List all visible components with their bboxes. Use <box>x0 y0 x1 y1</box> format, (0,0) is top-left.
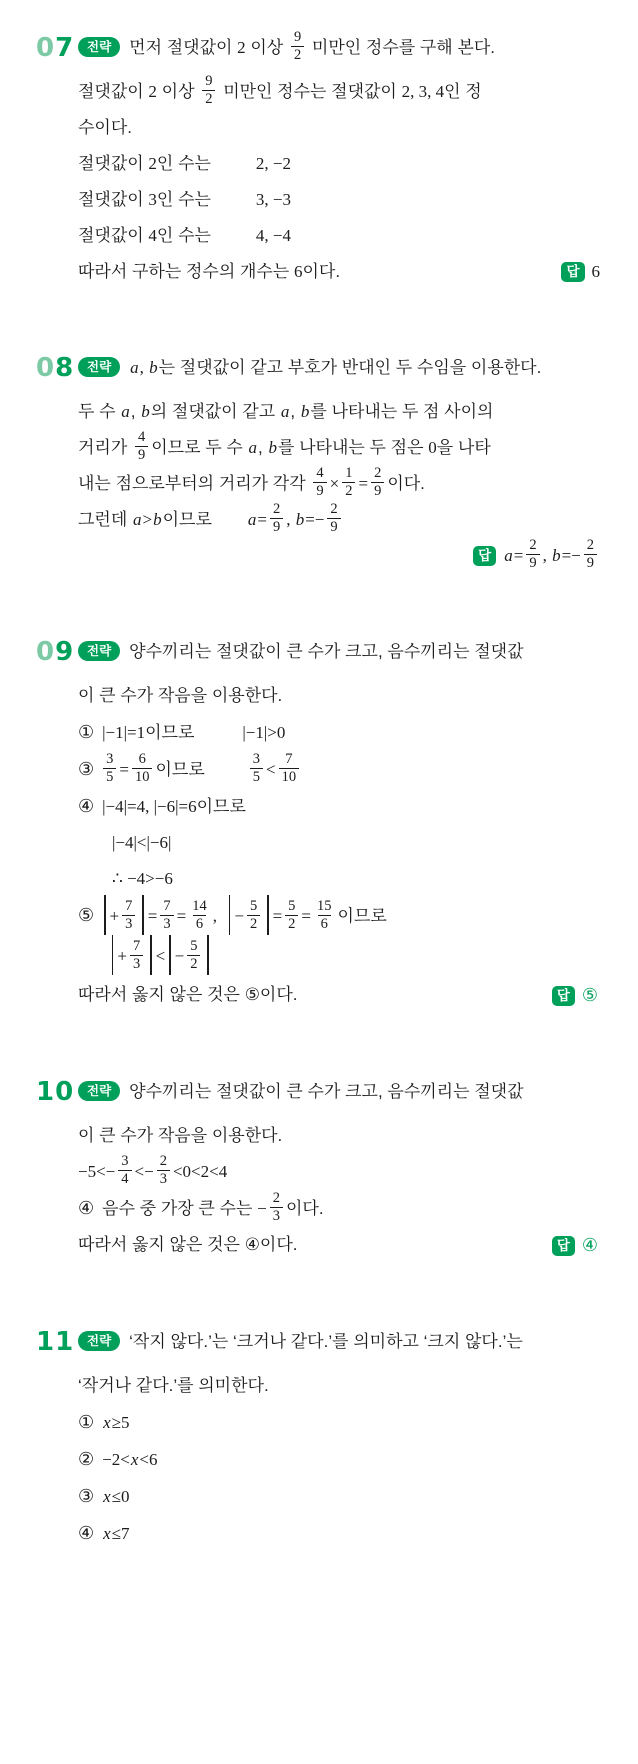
fraction-numerator: 2 <box>272 501 281 518</box>
solution-line <box>78 430 600 466</box>
math-text: − <box>174 946 185 966</box>
fraction-denominator: 3 <box>157 1170 170 1188</box>
fraction <box>247 898 260 932</box>
solution-line <box>78 825 600 861</box>
math-variable: b <box>141 402 150 421</box>
fraction <box>371 465 384 499</box>
answer-choice-number: ⑤ <box>581 985 598 1005</box>
absolute-value-bar <box>150 935 151 975</box>
fraction-denominator: 2 <box>291 46 304 64</box>
math-text: |−4|<|−6| <box>112 833 172 852</box>
solution-line <box>78 350 600 386</box>
problem-content <box>78 30 600 290</box>
fraction-denominator: 2 <box>247 915 260 933</box>
fraction-denominator: 9 <box>584 554 597 572</box>
math-text: ≤0 <box>111 1487 130 1506</box>
problem-09 <box>36 634 600 1014</box>
body-text: , <box>290 402 300 421</box>
fraction <box>279 751 300 785</box>
body-text: 이므로 <box>155 760 205 779</box>
absolute-value-bar <box>169 935 170 975</box>
fraction-numerator: 4 <box>316 465 324 482</box>
fraction-denominator: 2 <box>285 915 298 933</box>
fraction-denominator: 2 <box>342 482 355 500</box>
body-text: 를 나타내는 두 점은 <box>277 438 429 457</box>
body-text: 절댓값이 <box>78 154 149 173</box>
problem-number-digit: 1 <box>55 1327 75 1357</box>
math-text: 3 <box>148 190 157 209</box>
math-text: 2, 3, 4 <box>401 82 445 101</box>
problem-number-digit: 9 <box>55 637 75 667</box>
absolute-value-bar <box>104 895 105 935</box>
body-text: 그런데 <box>78 510 132 529</box>
fraction-numerator: 1 <box>345 465 353 482</box>
choice-number: ④ <box>78 1523 95 1543</box>
problem-08 <box>36 350 600 574</box>
solution-line <box>78 30 600 66</box>
answer-group <box>473 538 600 574</box>
solution-line <box>78 1441 600 1478</box>
body-text: 의 절댓값이 같고 <box>150 402 280 421</box>
math-text: −5<− <box>78 1162 116 1181</box>
solution-line <box>78 146 600 182</box>
math-variable: b <box>153 510 162 529</box>
body-text: 이다. <box>285 1199 324 1218</box>
fraction-denominator: 3 <box>270 1207 283 1225</box>
math-text: 0 <box>428 438 437 457</box>
problem-number <box>36 351 74 385</box>
body-text: 이므로 <box>196 797 246 816</box>
math-text: <− <box>134 1162 154 1181</box>
answer-group <box>552 977 600 1014</box>
solution-line <box>78 1324 600 1360</box>
math-variable: a <box>280 402 290 421</box>
problem-number-digit: 8 <box>55 353 75 383</box>
solution-line <box>78 751 600 788</box>
fraction-denominator: 4 <box>118 1170 131 1188</box>
body-text: 절댓값이 <box>78 82 149 101</box>
solution-line <box>78 74 600 110</box>
math-text: ≤7 <box>111 1524 130 1543</box>
solution-line <box>78 1368 600 1404</box>
answer-choice-number: ④ <box>581 1235 598 1255</box>
answer-group <box>552 1227 600 1264</box>
problem-content <box>78 350 600 574</box>
fraction <box>118 1153 131 1187</box>
body-text: 따라서 옳지 않은 것은 ⑤이다. <box>78 985 298 1004</box>
math-text: ∴ −4>−6 <box>112 869 173 888</box>
body-text: 양수끼리는 절댓값이 큰 수가 크고, 음수끼리는 절댓값 <box>129 1082 524 1101</box>
math-text: 2 <box>148 82 157 101</box>
problem-number-digit: 0 <box>55 1077 75 1107</box>
strategy-badge: 전략 <box>78 357 120 377</box>
math-text: = <box>358 474 369 493</box>
solution-line <box>78 1515 600 1552</box>
fraction-numerator: 7 <box>285 751 293 768</box>
fraction-denominator: 3 <box>130 955 143 973</box>
body-text: 미만인 정수를 구해 본다. <box>307 38 496 57</box>
fraction <box>584 537 597 571</box>
fraction-numerator: 7 <box>132 937 141 954</box>
fraction-denominator: 2 <box>187 955 200 973</box>
problem-number-digit: 0 <box>36 33 56 63</box>
fraction-denominator: 2 <box>202 90 215 108</box>
problem-number-digit: 7 <box>55 33 75 63</box>
choice-number: ④ <box>78 796 95 816</box>
body-text: 이상 <box>156 82 200 101</box>
math-text: ≥5 <box>111 1413 130 1432</box>
math-text: 2, −2 <box>255 154 292 173</box>
math-text: = <box>147 906 158 926</box>
fraction-numerator: 2 <box>586 537 594 554</box>
fraction-denominator: 6 <box>193 915 206 933</box>
fraction-denominator: 3 <box>160 915 173 933</box>
choice-number: ⑤ <box>78 905 95 926</box>
strategy-badge: 전략 <box>78 641 120 661</box>
body-text: 을 나타 <box>436 438 491 457</box>
fraction-numerator: 3 <box>252 751 261 768</box>
choice-number: ① <box>78 1412 95 1432</box>
solution-line <box>78 538 600 574</box>
math-text: |−1|>0 <box>242 723 286 742</box>
body-text: 따라서 옳지 않은 것은 ④이다. <box>78 1235 298 1254</box>
math-text: |−4|=4, |−6|=6 <box>102 797 197 816</box>
math-text: × <box>329 474 340 493</box>
body-text: 절댓값이 <box>78 190 149 209</box>
math-variable: b <box>300 402 310 421</box>
math-text: + <box>109 906 120 926</box>
math-text: + <box>117 946 127 966</box>
body-text: 이므로 <box>145 723 195 742</box>
math-variable: a <box>130 358 139 377</box>
fraction <box>327 501 340 535</box>
fraction <box>187 938 200 972</box>
body-text: 인 수는 <box>156 154 211 173</box>
fraction <box>270 1190 283 1224</box>
problem-number <box>36 1075 74 1109</box>
fraction-numerator: 5 <box>190 937 198 954</box>
body-text: 이다. <box>387 474 425 493</box>
math-text: − <box>257 1199 267 1218</box>
math-text: <0<2<4 <box>172 1162 228 1181</box>
math-text: < <box>155 946 166 966</box>
fraction-numerator: 2 <box>374 465 382 482</box>
math-text: = <box>513 546 524 565</box>
fraction <box>526 537 539 571</box>
solution-line <box>78 254 600 290</box>
fraction-numerator: 6 <box>138 751 146 768</box>
solution-line <box>78 182 600 218</box>
fraction-denominator: 5 <box>103 768 116 786</box>
body-text: 이상 <box>245 38 288 57</box>
fraction-numerator: 7 <box>125 897 133 914</box>
fraction <box>202 73 215 107</box>
body-text: 거리가 <box>78 438 132 457</box>
absolute-value-bar <box>112 935 113 975</box>
problem-number-digit: 1 <box>36 1077 56 1107</box>
strategy-badge: 전략 <box>78 37 120 57</box>
strategy-badge: 전략 <box>78 1331 120 1351</box>
solution-line <box>78 1478 600 1515</box>
solution-line <box>78 788 600 825</box>
solution-line <box>78 110 600 146</box>
math-variable: x <box>103 1524 111 1543</box>
math-text: < <box>266 760 276 779</box>
body-text: 인 정 <box>444 82 482 101</box>
math-variable: x <box>103 1413 111 1432</box>
math-text: = <box>257 510 267 529</box>
math-text: = <box>301 906 312 926</box>
body-text: , <box>258 438 268 457</box>
body-text: 이 큰 수가 작음을 이용한다. <box>78 686 283 705</box>
body-text: 이다. <box>302 262 341 281</box>
fraction <box>314 898 335 932</box>
math-variable: x <box>103 1487 111 1506</box>
fraction <box>132 751 153 785</box>
math-text: |−1|=1 <box>102 723 146 742</box>
answer-badge: 답 <box>561 262 584 282</box>
math-text: =− <box>305 510 325 529</box>
math-variable: a <box>504 546 513 565</box>
fraction-denominator: 9 <box>135 446 148 464</box>
fraction-numerator: 9 <box>205 73 213 90</box>
math-text: 2 <box>237 38 246 57</box>
math-variable: x <box>130 1450 139 1469</box>
fraction <box>135 429 148 463</box>
solution-line <box>78 1404 600 1441</box>
math-variable: b <box>268 438 277 457</box>
choice-number: ③ <box>78 759 95 779</box>
body-text: 를 나타내는 두 점 사이의 <box>310 402 494 421</box>
fraction-numerator: 2 <box>529 537 537 554</box>
absolute-value-bar <box>207 935 208 975</box>
fraction-denominator: 5 <box>250 768 263 786</box>
fraction-numerator: 9 <box>293 29 302 46</box>
choice-number: ④ <box>78 1198 95 1218</box>
choice-number: ② <box>78 1449 95 1469</box>
absolute-value-bar <box>267 895 268 935</box>
fraction-numerator: 2 <box>330 501 338 518</box>
solution-line <box>78 502 600 538</box>
solution-line <box>78 714 600 751</box>
body-text: 인 수는 <box>156 226 211 245</box>
fraction <box>122 898 135 932</box>
body-text: 양수끼리는 절댓값이 큰 수가 크고, 음수끼리는 절댓값 <box>129 642 524 661</box>
fraction-denominator: 9 <box>313 482 326 500</box>
math-text: , <box>212 906 217 926</box>
body-text: ‘작지 않다.’는 ‘크거나 같다.’를 의미하고 ‘크지 않다.’는 <box>129 1332 523 1351</box>
body-text: 이므로 <box>162 510 212 529</box>
answer-badge: 답 <box>552 1236 575 1256</box>
math-text: > <box>142 510 153 529</box>
solution-line <box>78 678 600 714</box>
math-text: <6 <box>139 1450 158 1469</box>
body-text: 미만인 정수는 절댓값이 <box>218 82 402 101</box>
fraction <box>270 501 283 535</box>
problem-11 <box>36 1324 600 1552</box>
body-text: 절댓값이 <box>78 226 149 245</box>
solution-line <box>78 861 600 897</box>
body-text: 내는 점으로부터의 거리가 각각 <box>78 474 311 493</box>
fraction <box>313 465 326 499</box>
fraction-numerator: 2 <box>159 1153 167 1170</box>
math-variable: b <box>295 510 305 529</box>
math-text: = <box>176 906 187 926</box>
fraction <box>103 751 116 785</box>
fraction-denominator: 9 <box>327 518 340 536</box>
fraction-numerator: 4 <box>138 429 146 446</box>
fraction-numerator: 5 <box>249 897 258 914</box>
fraction-denominator: 9 <box>270 518 283 536</box>
solution-line <box>78 937 600 977</box>
fraction-numerator: 14 <box>192 897 207 914</box>
math-text: = <box>119 760 129 779</box>
math-text: 6 <box>293 262 303 281</box>
body-text: 음수 중 가장 큰 수는 <box>102 1199 258 1218</box>
choice-number: ③ <box>78 1486 95 1506</box>
body-text: 이므로 <box>337 906 387 926</box>
solution-line <box>78 977 600 1014</box>
body-text: 이 큰 수가 작음을 이용한다. <box>78 1126 283 1145</box>
problem-list <box>36 30 600 1552</box>
absolute-value-bar <box>229 895 230 935</box>
strategy-badge: 전략 <box>78 1081 120 1101</box>
solution-line <box>78 634 600 670</box>
math-text: , <box>139 358 149 377</box>
fraction-numerator: 5 <box>288 897 296 914</box>
answer-badge: 답 <box>473 546 496 566</box>
fraction-numerator: 3 <box>106 751 114 768</box>
solution-line <box>78 1118 600 1154</box>
math-variable: a <box>133 510 142 529</box>
math-text: 4, −4 <box>255 226 292 245</box>
problem-07 <box>36 30 600 290</box>
problem-10 <box>36 1074 600 1264</box>
fraction <box>342 465 355 499</box>
problem-number-digit: 0 <box>36 353 56 383</box>
problem-content <box>78 1074 600 1264</box>
math-variable: b <box>552 546 561 565</box>
fraction-denominator: 10 <box>132 768 153 786</box>
body-text: ‘작거나 같다.’를 의미한다. <box>78 1376 269 1395</box>
fraction <box>189 898 210 932</box>
math-text: − <box>234 906 244 926</box>
solution-line <box>78 394 600 430</box>
fraction-denominator: 6 <box>318 915 331 933</box>
solution-line <box>78 1227 600 1264</box>
answer-badge: 답 <box>552 986 575 1006</box>
fraction-denominator: 9 <box>526 554 539 572</box>
math-text: , <box>542 546 552 565</box>
body-text: , <box>130 402 141 421</box>
math-variable: a <box>121 402 130 421</box>
body-text: 는 절댓값이 같고 부호가 반대인 두 수임을 이용한다. <box>158 358 542 377</box>
problem-number <box>36 1325 74 1359</box>
math-text: =− <box>561 546 581 565</box>
math-variable: a <box>247 510 257 529</box>
fraction <box>130 938 143 972</box>
problem-number <box>36 31 74 65</box>
problem-number-digit: 1 <box>36 1327 56 1357</box>
math-text: 4 <box>148 226 157 245</box>
body-text: 인 수는 <box>156 190 211 209</box>
fraction <box>285 898 298 932</box>
math-variable: a <box>248 438 258 457</box>
math-text: 6 <box>591 262 600 281</box>
problem-content <box>78 634 600 1014</box>
math-text: 2 <box>148 154 157 173</box>
math-text: 3, −3 <box>255 190 292 209</box>
solution-line <box>78 1190 600 1227</box>
solution-line <box>78 466 600 502</box>
body-text: 먼저 절댓값이 <box>129 38 238 57</box>
body-text: 수이다. <box>78 118 132 137</box>
body-text: 이므로 두 수 <box>151 438 248 457</box>
math-variable: b <box>149 358 158 377</box>
fraction-denominator: 9 <box>371 482 384 500</box>
problem-content <box>78 1324 600 1552</box>
solution-line <box>78 1074 600 1110</box>
fraction-numerator: 3 <box>121 1153 129 1170</box>
fraction-denominator: 10 <box>279 768 300 786</box>
fraction <box>291 29 304 63</box>
fraction-numerator: 7 <box>163 897 171 914</box>
fraction <box>160 898 173 932</box>
fraction <box>157 1153 170 1187</box>
problem-number <box>36 635 74 669</box>
problem-number-digit: 0 <box>36 637 56 667</box>
fraction-numerator: 2 <box>272 1190 280 1207</box>
absolute-value-bar <box>142 895 143 935</box>
math-text: , <box>286 510 295 529</box>
solution-line <box>78 1154 600 1190</box>
math-text: = <box>272 906 283 926</box>
solution-line <box>78 218 600 254</box>
body-text: 따라서 구하는 정수의 개수는 <box>78 262 294 281</box>
math-text: −2< <box>102 1450 130 1469</box>
solution-line <box>78 897 600 937</box>
fraction <box>250 751 263 785</box>
choice-number: ① <box>78 722 95 742</box>
fraction-numerator: 15 <box>317 897 332 914</box>
fraction-denominator: 3 <box>122 915 135 933</box>
answer-group <box>561 254 600 290</box>
body-text: 두 수 <box>78 402 121 421</box>
